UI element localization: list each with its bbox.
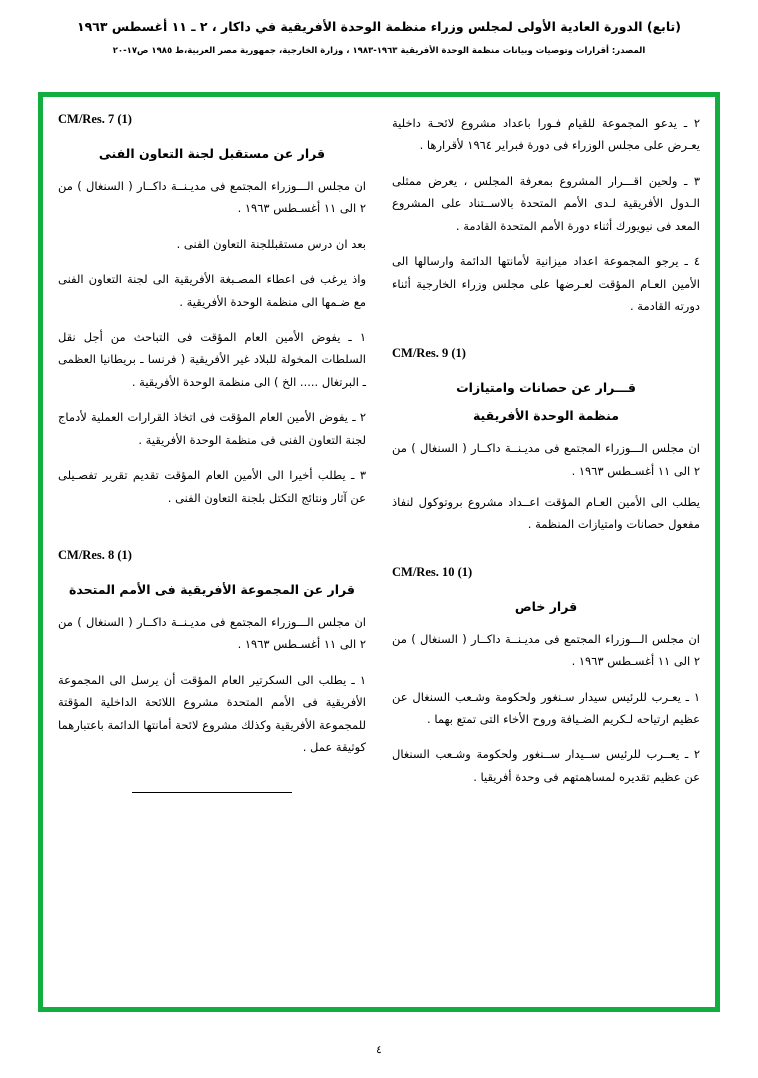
paragraph: ٣ ـ ولحين اقـــرار المشروع بمعرفة المجلس ، يعرض ممثلى الـدول الأفريقية لـدى الأمم المتحدة بالاســتناد على المشروع المعد فى نيويورك أثناء دورة الأمم المتحدة القادمة .	[392, 173, 700, 233]
resolution-title-line1: قرار عن مستقبل لجنة التعاون الفنى	[98, 146, 326, 161]
two-column-body	[58, 112, 700, 992]
header-source: المصدر: أقرارات وتوصيات وبيانات منظمة الوحدة الأفريقية ١٩٦٣-١٩٨٣ ، وزارة الخارجية، جمهورية مصر العربية،ط ١٩٨٥ ص١٧-٢٠	[112, 45, 646, 56]
spacer	[58, 522, 366, 548]
resolution-id-cm-res-7: CM/Res. 7 (1)	[58, 112, 132, 126]
paragraph: ٢ ـ يفوض الأمين العام المؤقت فى اتخاذ القرارات العملية لأدماج لجنة التعاون الفنى فى منظمة الوحدة الأفريقية .	[58, 410, 366, 447]
paragraph: ان مجلس الـــوزراء المجتمع فى مديـنــة داكــار ( السنغال ) من ٢ الى ١١ أغسـطس ١٩٦٣ .	[58, 614, 366, 652]
paragraph: ان مجلس الـــوزراء المجتمع فى مديـنــة داكــار ( السنغال ) من ٢ الى ١١ أغسـطس ١٩٦٣ .	[392, 631, 700, 669]
paragraph: ١ ـ يطلب الى السكرتير العام المؤقت أن يرسل الى المجموعة الأفريقية فى الأمم المتحدة مشروع اللائحة الداخلية المؤقتة للمجموعة الأفريقية وكذلك مشروع لائحة أمانتها الدائمة باعتبارهما كوثيقة عمل .	[58, 672, 366, 754]
section-divider	[132, 792, 292, 793]
paragraph: بعد ان درس مستقبللجنة التعاون الفنى .	[176, 236, 366, 251]
paragraph: ٣ ـ يطلب أخيرا الى الأمين العام المؤقت تقديم تقرير تفصـيلى عن آثار ونتائج التكتل بلجنة التعاون الفنى .	[58, 468, 366, 505]
paragraph: واذ يرغب فى اعطاء المصـبغة الأفريقية الى لجنة التعاون الفنى مع ضـمها الى منظمة الوحدة الأفريقية .	[58, 272, 366, 309]
resolution-id-cm-res-9: CM/Res. 9 (1)	[392, 346, 466, 361]
resolution-id-cm-res-8: CM/Res. 8 (1)	[58, 547, 132, 562]
paragraph: ١ ـ يفوض الأمين العام المؤقت فى التباحث من أجل نقل السلطات المخولة للبلاد غير الأفريقية ( فرنسا ـ بريطانيا العظمى ـ البرتغال ..... الخ ) الى منظمة الوحدة الأفريقية .	[58, 329, 366, 389]
page-footer	[0, 1044, 758, 1056]
spacer	[392, 549, 700, 565]
paragraph: ٢ ـ يعــرب للرئيس ســيدار ســنغور ولحكومة وشـعب السنغال عن عظيم تقديره لمساهمتهم فى وحدة أفريقيا .	[392, 747, 700, 784]
paragraph: ان مجلس الـــوزراء المجتمع فى مديـنــة داكــار ( السنغال ) من ٢ الى ١١ أغسـطس ١٩٦٣ .	[58, 178, 366, 216]
resolution-title-line1: قرار خاص	[514, 598, 578, 614]
paragraph: ٤ ـ يرجو المجموعة اعداد ميزانية لأمانتها الدائمة وارسالها الى الأمين العـام المؤقت لعـرضها على مجلس وزراء الخارجية أثناء دورته القادمة .	[392, 254, 700, 313]
paragraph: ان مجلس الـــوزراء المجتمع فى مديـنــة داكــار ( السنغال ) من ٢ الى ١١ أغسـطس ١٩٦٣ .	[392, 441, 700, 478]
paragraph: يطلب الى الأمين العـام المؤقت اعــداد مشروع بروتوكول لنفاذ مفعول حصانات وامتيازات المنظمة .	[392, 494, 700, 532]
paragraph: ٢ ـ يدعو المجموعة للقيام فـورا باعداد مشروع لائحـة داخلية يعـرض على مجلس الوزراء فى دورة فبراير ١٩٦٤ لأقرارها .	[392, 116, 700, 153]
paragraph: ١ ـ يعـرب للرئيس سيدار سـنغور ولحكومة وشـعب السنغال عن عظيم ارتياحه لـكريم الضـيافة وروح الأخاء التى تمتع بهما .	[392, 689, 700, 726]
resolution-title-line1: قرار عن المجموعة الأفريقية فى الأمم المتحدة	[68, 581, 355, 597]
spacer	[392, 330, 700, 346]
column-right	[392, 112, 700, 992]
header-title: (تابع) الدورة العادية الأولى لمجلس وزراء منظمة الوحدة الأفريقية في داكار ، ٢ ـ ١١ أغسطس ١٩٦٣	[77, 19, 681, 34]
page-header	[0, 0, 758, 58]
resolution-id-cm-res-10: CM/Res. 10 (1)	[392, 564, 473, 579]
page-number: ٤	[376, 1045, 382, 1056]
resolution-title-line2: منظمة الوحدة الأفريقية	[472, 408, 620, 424]
column-left	[58, 112, 366, 992]
resolution-title-line1: قـــرار عن حصانات وامتيازات	[456, 380, 636, 396]
